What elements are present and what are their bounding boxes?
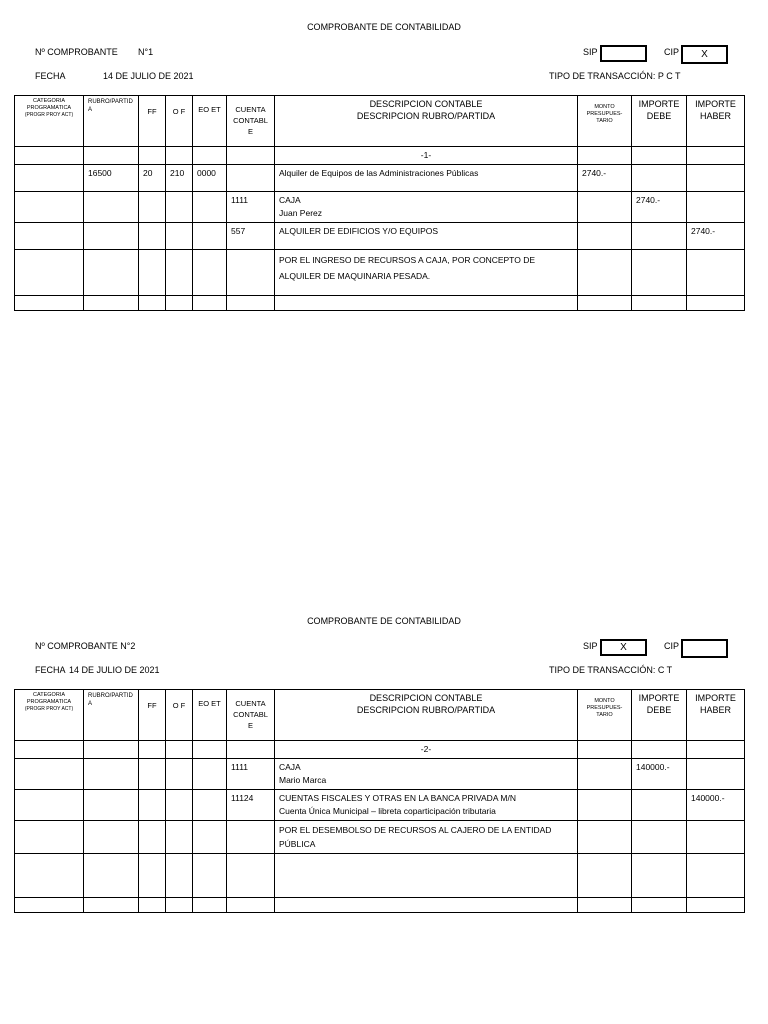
header-of: O F	[166, 96, 193, 147]
cell-descripcion: CAJA Mario Marca	[275, 759, 578, 790]
header-monto: MONTO PRESUPUES- TARIO	[578, 690, 632, 741]
sip-checkbox[interactable]: X	[600, 639, 647, 656]
table-row	[15, 296, 745, 311]
header-ff: FF	[139, 96, 166, 147]
table-row	[15, 821, 745, 854]
table-row	[15, 165, 745, 192]
voucher-title: COMPROBANTE DE CONTABILIDAD	[307, 616, 461, 626]
cell-ff	[139, 250, 166, 296]
date-label: FECHA	[35, 665, 66, 675]
cell-debe: 2740.-	[632, 192, 687, 223]
cell-debe	[632, 790, 687, 821]
cell-ff	[139, 223, 166, 250]
header-descripcion: DESCRIPCION CONTABLE DESCRIPCION RUBRO/PARTIDA	[275, 690, 578, 741]
cell-debe: 140000.-	[632, 759, 687, 790]
header-descripcion: DESCRIPCION CONTABLE DESCRIPCION RUBRO/PARTIDA	[275, 96, 578, 147]
table-row	[15, 898, 745, 913]
table-row	[15, 192, 745, 223]
cip-label: CIP	[664, 641, 680, 651]
header-categoria: CATEGORIA PROGRAMATICA (PROGR PROY ACT)	[15, 690, 84, 741]
cell-monto	[578, 759, 632, 790]
date-label: FECHA	[35, 71, 66, 81]
cell-ff	[139, 759, 166, 790]
cell-of	[166, 790, 193, 821]
header-cuenta: CUENTA CONTABL E	[227, 690, 275, 741]
cell-haber	[687, 759, 745, 790]
header-debe: IMPORTE DEBE	[632, 690, 687, 741]
header-cuenta: CUENTA CONTABL E	[227, 96, 275, 147]
cell-cuenta	[227, 250, 275, 296]
cell-rubro	[84, 790, 139, 821]
voucher-number-value: N°1	[138, 47, 154, 57]
transaction-type: TIPO DE TRANSACCIÓN: P C T	[549, 71, 681, 81]
cell-cuenta: 1111	[227, 192, 275, 223]
cell-haber	[687, 250, 745, 296]
transaction-type: TIPO DE TRANSACCIÓN: C T	[549, 665, 673, 675]
cell-rubro	[84, 250, 139, 296]
cell-eo: 0000	[193, 165, 227, 192]
cell-descripcion: POR EL INGRESO DE RECURSOS A CAJA, POR CONCEPTO DE ALQUILER DE MAQUINARIA PESADA.	[275, 250, 578, 296]
cell-eo	[193, 759, 227, 790]
entry-index: -1-	[275, 147, 578, 165]
cell-eo	[193, 821, 227, 854]
cell-descripcion: Alquiler de Equipos de las Administraciones Públicas	[275, 165, 578, 192]
header-of: O F	[166, 690, 193, 741]
cell-debe	[632, 165, 687, 192]
cell-cuenta	[227, 821, 275, 854]
voucher-table	[14, 689, 745, 913]
cell-eo	[193, 250, 227, 296]
header-eo: EO ET	[193, 96, 227, 147]
table-row	[15, 790, 745, 821]
date-value: 14 DE JULIO DE 2021	[69, 665, 160, 675]
sip-label: SIP	[583, 641, 598, 651]
cell-ff	[139, 790, 166, 821]
header-categoria: CATEGORIA PROGRAMATICA (PROGR PROY ACT)	[15, 96, 84, 147]
header-haber: IMPORTE HABER	[687, 690, 745, 741]
cell-cuenta: 557	[227, 223, 275, 250]
cell-rubro	[84, 759, 139, 790]
cell-monto	[578, 223, 632, 250]
cell-of	[166, 250, 193, 296]
cell-monto	[578, 821, 632, 854]
header-rubro: RUBRO/PARTID A	[84, 690, 139, 741]
cell-haber	[687, 821, 745, 854]
cell-descripcion: POR EL DESEMBOLSO DE RECURSOS AL CAJERO DE LA ENTIDAD PÚBLICA	[275, 821, 578, 854]
cell-rubro: 16500	[84, 165, 139, 192]
cell-monto	[578, 790, 632, 821]
table-header-row	[15, 96, 745, 147]
cell-ff	[139, 192, 166, 223]
cell-eo	[193, 192, 227, 223]
cell-cuenta: 11124	[227, 790, 275, 821]
voucher-title: COMPROBANTE DE CONTABILIDAD	[307, 22, 461, 32]
table-row	[15, 250, 745, 296]
header-monto: MONTO PRESUPUES- TARIO	[578, 96, 632, 147]
cell-monto	[578, 192, 632, 223]
cell-debe	[632, 250, 687, 296]
cell-cuenta	[227, 165, 275, 192]
cell-of	[166, 759, 193, 790]
cip-checkbox[interactable]	[681, 639, 728, 658]
cell-descripcion: CUENTAS FISCALES Y OTRAS EN LA BANCA PRIVADA M/N Cuenta Única Municipal – libreta coparticipación tributaria	[275, 790, 578, 821]
cell-of	[166, 821, 193, 854]
cell-descripcion: CAJA Juan Perez	[275, 192, 578, 223]
cell-eo	[193, 790, 227, 821]
sip-checkbox[interactable]	[600, 45, 647, 62]
voucher-number-label: Nº COMPROBANTE	[35, 47, 118, 57]
table-row	[15, 223, 745, 250]
cell-debe	[632, 223, 687, 250]
cell-haber	[687, 192, 745, 223]
cip-checkbox[interactable]: X	[681, 45, 728, 64]
sip-label: SIP	[583, 47, 598, 57]
table-row	[15, 147, 745, 165]
header-eo: EO ET	[193, 690, 227, 741]
table-row	[15, 854, 745, 898]
header-debe: IMPORTE DEBE	[632, 96, 687, 147]
cell-haber: 140000.-	[687, 790, 745, 821]
cell-rubro	[84, 223, 139, 250]
cell-rubro	[84, 192, 139, 223]
header-ff: FF	[139, 690, 166, 741]
voucher-number-label: Nº COMPROBANTE N°2	[35, 641, 136, 651]
header-haber: IMPORTE HABER	[687, 96, 745, 147]
table-header-row	[15, 690, 745, 741]
cell-monto	[578, 250, 632, 296]
cell-monto: 2740.-	[578, 165, 632, 192]
cell-of	[166, 192, 193, 223]
table-row	[15, 741, 745, 759]
date-value: 14 DE JULIO DE 2021	[103, 71, 194, 81]
cell-of: 210	[166, 165, 193, 192]
header-rubro: RUBRO/PARTID A	[84, 96, 139, 147]
voucher-table	[14, 95, 745, 311]
entry-index: -2-	[275, 741, 578, 759]
cell-haber	[687, 165, 745, 192]
table-row	[15, 759, 745, 790]
cell-of	[166, 223, 193, 250]
cell-eo	[193, 223, 227, 250]
cip-label: CIP	[664, 47, 680, 57]
cell-cuenta: 1111	[227, 759, 275, 790]
cell-ff	[139, 821, 166, 854]
cell-rubro	[84, 821, 139, 854]
cell-ff: 20	[139, 165, 166, 192]
cell-descripcion: ALQUILER DE EDIFICIOS Y/O EQUIPOS	[275, 223, 578, 250]
cell-debe	[632, 821, 687, 854]
cell-haber: 2740.-	[687, 223, 745, 250]
